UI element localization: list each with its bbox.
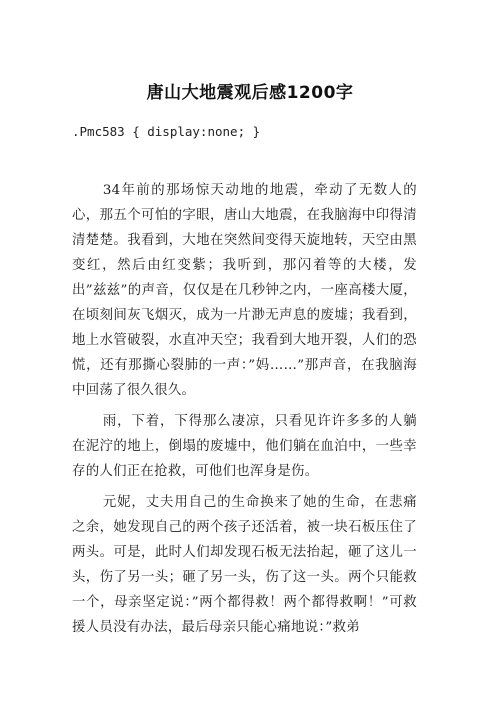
paragraph: 元妮，丈夫用自己的生命换来了她的生命，在悲痛之余，她发现自己的两个孩子还活着，被一块石板压住了两头。可是，此时人们却发现石板无法抬起，砸了这儿一头，伤了另一头；砸了另一头，伤了这一头。两个只能救一个，母亲坚定说：”两个都得救！两个都得救啊！”可救援人员没有办法，最后母亲只能心痛地说：”救弟 — [72, 495, 417, 635]
stray-css-text: .Pmc583 { display:none; } — [72, 124, 261, 139]
article-body — [72, 178, 417, 646]
paragraph: 34年前的那场惊天动地的地震，牵动了无数人的心，那五个可怕的字眼，唐山大地震，在我脑海中印得清清楚楚。我看到，大地在突然间变得天旋地转，天空由黑变红，然后由红变紫；我听到，那闪着等的大楼，发出”兹兹”的声音，仅仅是在几秒钟之内，一座高楼大厦，在顷刻间灰飞烟灭，成为一片渺无声息的废墟；我看到，地上水管破裂，水直冲天空；我看到大地开裂，人们的恐慌，还有那撕心裂肺的一声：”妈……”那声音，在我脑海中回荡了很久很久。 — [72, 183, 417, 398]
paragraph: 雨，下着，下得那么凄凉，只看见许许多多的人躺在泥泞的地上，倒塌的废墟中，他们躺在血泊中，一些幸存的人们正在抢救，可他们也浑身是伤。 — [72, 414, 417, 479]
document-title: 唐山大地震观后感1200字 — [146, 83, 354, 103]
